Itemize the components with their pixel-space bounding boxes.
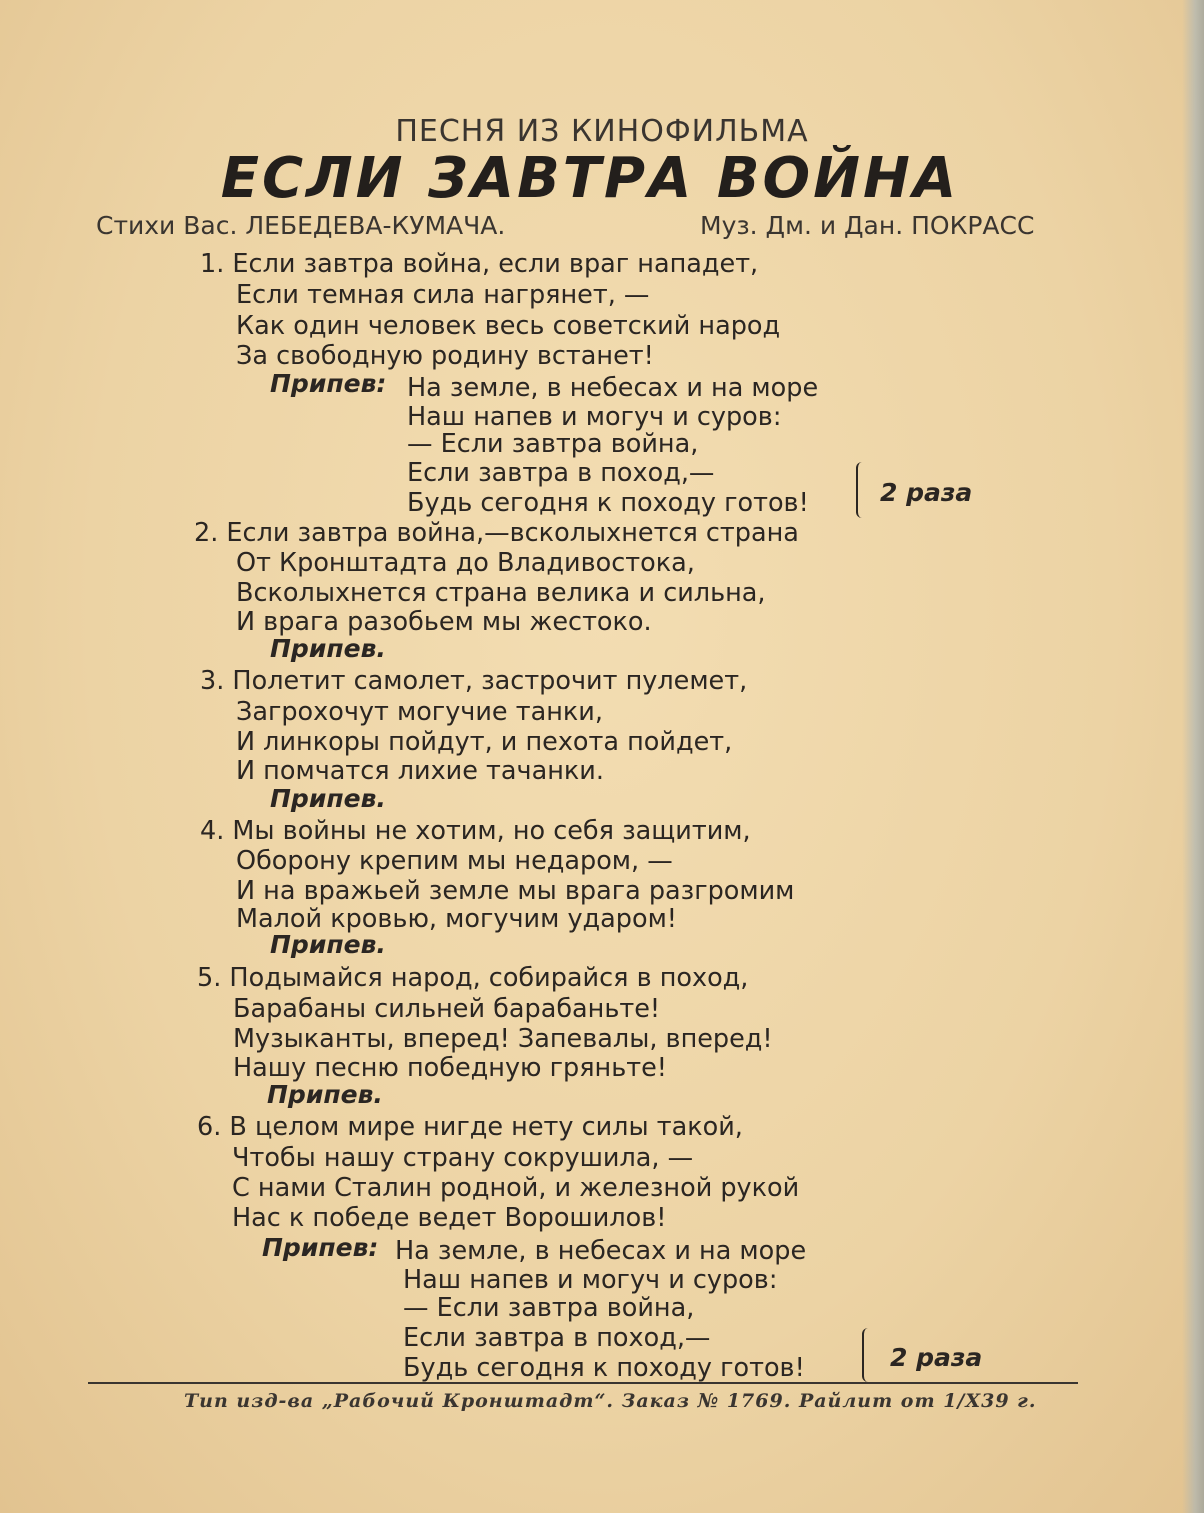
verse-5-line-2: Барабаны сильней барабаньте! <box>233 994 661 1024</box>
chorus-ref: Припев. <box>270 930 386 959</box>
verse-3-line-1: 3. Полетит самолет, застрочит пулемет, <box>200 666 748 696</box>
verse-6-line-1: 6. В целом мире нигде нету силы такой, <box>197 1112 743 1142</box>
chorus-ref: Припев. <box>270 634 386 663</box>
chorus-line-5: Будь сегодня к походу готов! <box>403 1353 805 1383</box>
repeat-bracket <box>862 1328 872 1382</box>
lyrics-credit: Стихи Вас. ЛЕБЕДЕВА-КУМАЧА. <box>96 211 506 240</box>
verse-6-line-3: С нами Сталин родной, и железной рукой <box>232 1173 800 1203</box>
chorus-line-4: Если завтра в поход,— <box>403 1323 711 1353</box>
chorus-label: Припев: <box>270 369 387 398</box>
chorus-ref: Припев. <box>270 784 386 813</box>
chorus-line-3: — Если завтра война, <box>407 429 699 459</box>
verse-6-line-2: Чтобы нашу страну сокрушила, — <box>232 1143 694 1173</box>
chorus-line-5: Будь сегодня к походу готов! <box>407 488 809 518</box>
chorus-line-2: Наш напев и могуч и суров: <box>403 1265 778 1295</box>
chorus-label: Припев: <box>262 1233 379 1262</box>
paper-edge <box>1182 0 1204 1513</box>
verse-1-line-4: За свободную родину встанет! <box>236 341 654 371</box>
verse-5-line-1: 5. Подымайся народ, собирайся в поход, <box>197 963 749 993</box>
chorus-line-3: — Если завтра война, <box>403 1293 695 1323</box>
verse-5-line-3: Музыканты, вперед! Запевалы, вперед! <box>233 1024 773 1054</box>
repeat-bracket <box>856 462 866 518</box>
verse-2-line-2: От Кронштадта до Владивостока, <box>236 548 695 578</box>
repeat-note: 2 раза <box>880 478 973 507</box>
verse-3-line-3: И линкоры пойдут, и пехота пойдет, <box>236 727 733 757</box>
music-credit: Муз. Дм. и Дан. ПОКРАСС <box>700 211 1035 240</box>
chorus-line-2: Наш напев и могуч и суров: <box>407 402 782 432</box>
print-imprint: Тип изд-ва „Рабочий Кронштадт“. Заказ № 1769. Райлит от 1/X39 г. <box>184 1390 1037 1412</box>
verse-4-line-3: И на вражьей земле мы врага разгромим <box>236 876 795 906</box>
verse-5-line-4: Нашу песню победную гряньте! <box>233 1053 667 1083</box>
verse-4-line-1: 4. Мы войны не хотим, но себя защитим, <box>200 816 751 846</box>
footer-rule <box>88 1382 1078 1384</box>
song-subtitle: ПЕСНЯ ИЗ КИНОФИЛЬМА <box>395 114 809 149</box>
repeat-note: 2 раза <box>890 1343 983 1372</box>
verse-2-line-4: И врага разобьем мы жестоко. <box>236 607 652 637</box>
verse-6-line-4: Нас к победе ведет Ворошилов! <box>232 1203 667 1233</box>
verse-4-line-4: Малой кровью, могучим ударом! <box>236 904 678 934</box>
chorus-line-1: На земле, в небесах и на море <box>395 1236 807 1266</box>
chorus-line-1: На земле, в небесах и на море <box>407 373 819 403</box>
verse-3-line-2: Загрохочут могучие танки, <box>236 697 603 727</box>
chorus-line-4: Если завтра в поход,— <box>407 458 715 488</box>
verse-4-line-2: Оборону крепим мы недаром, — <box>236 846 673 876</box>
verse-2-line-1: 2. Если завтра война,—всколыхнется страна <box>194 518 799 548</box>
verse-1-line-1: 1. Если завтра война, если враг нападет, <box>200 249 759 279</box>
verse-1-line-3: Как один человек весь советский народ <box>236 311 781 341</box>
verse-3-line-4: И помчатся лихие тачанки. <box>236 756 604 786</box>
verse-1-line-2: Если темная сила нагрянет, — <box>236 280 650 310</box>
chorus-ref: Припев. <box>267 1080 383 1109</box>
verse-2-line-3: Всколыхнется страна велика и сильна, <box>236 578 766 608</box>
song-title: ЕСЛИ ЗАВТРА ВОЙНА <box>220 146 960 211</box>
